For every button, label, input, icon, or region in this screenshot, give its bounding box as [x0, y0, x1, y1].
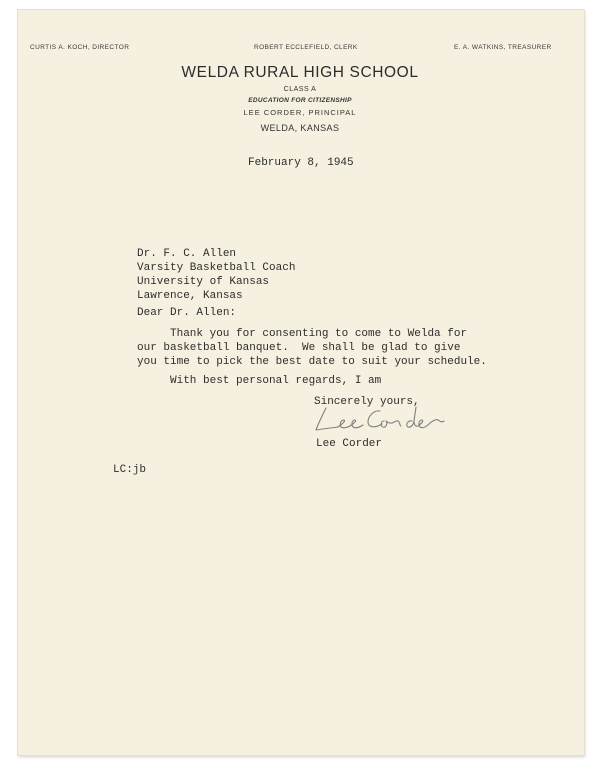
recipient-line: Dr. F. C. Allen: [137, 248, 237, 260]
regards-line: With best personal regards, I am: [170, 375, 382, 387]
recipient-line: Lawrence, Kansas: [137, 290, 243, 302]
principal-name: LEE CORDER, PRINCIPAL: [243, 108, 357, 117]
body-line: Thank you for consenting to come to Welda for: [170, 328, 468, 340]
clerk-name: ROBERT ECCLEFIELD, CLERK: [254, 44, 358, 51]
school-location: WELDA, KANSAS: [260, 123, 340, 133]
salutation: Dear Dr. Allen:: [137, 307, 237, 319]
closing: Sincerely yours,: [314, 396, 420, 408]
typist-initials: LC:jb: [113, 464, 147, 476]
handwritten-signature: [308, 402, 458, 438]
treasurer-name: E. A. WATKINS, TREASURER: [454, 44, 552, 51]
signer-name: Lee Corder: [316, 438, 383, 450]
letter-date: February 8, 1945: [248, 157, 354, 169]
school-name: WELDA RURAL HIGH SCHOOL: [181, 64, 419, 81]
school-class: CLASS A: [283, 86, 317, 93]
recipient-line: Varsity Basketball Coach: [137, 262, 296, 274]
body-line: our basketball banquet. We shall be glad to give: [137, 342, 461, 354]
recipient-line: University of Kansas: [137, 276, 270, 288]
body-line: you time to pick the best date to suit your schedule.: [137, 356, 487, 368]
school-motto: EDUCATION FOR CITIZENSHIP: [248, 97, 352, 104]
director-name: CURTIS A. KOCH, DIRECTOR: [30, 44, 130, 51]
